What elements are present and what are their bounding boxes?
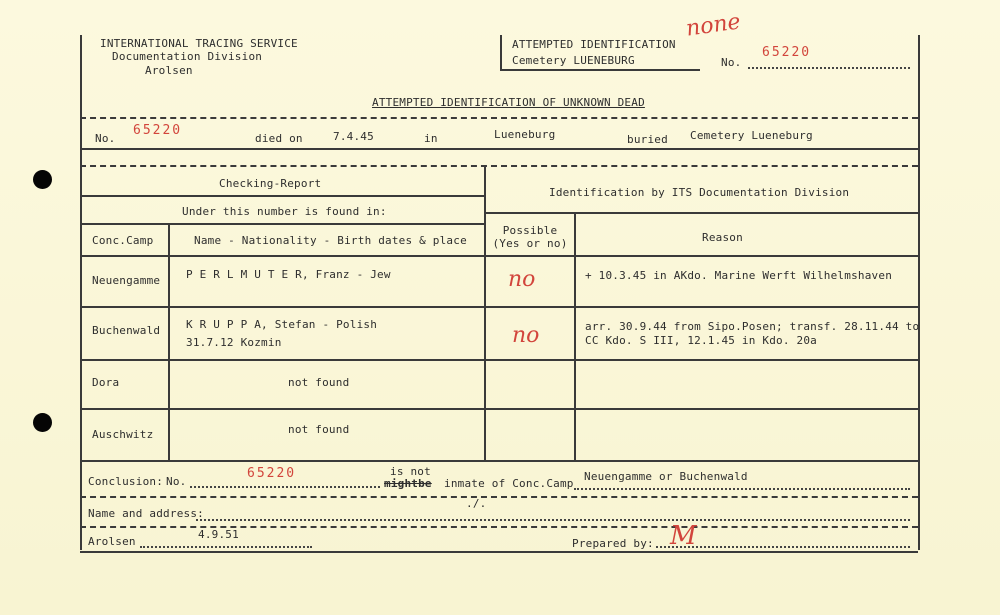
row2-bottom [80, 359, 918, 361]
footer-date-dots [140, 546, 312, 548]
conclusion-inmate-text: inmate of Conc.Camp [444, 477, 574, 490]
conclusion-camps: Neuengamme or Buchenwald [584, 470, 748, 483]
name-address-label: Name and address: [88, 507, 204, 520]
found-in-heading: Under this number is found in: [182, 205, 387, 218]
row2-name-line1: K R U P P A, Stefan - Polish [186, 318, 378, 331]
name-address-value: ./. [466, 497, 487, 510]
row3-camp: Dora [92, 376, 120, 389]
border-left [80, 35, 82, 550]
row1-name: P E R L M U T E R, Franz - Jew [186, 268, 391, 281]
form-title: ATTEMPTED IDENTIFICATION OF UNKNOWN DEAD [372, 96, 645, 109]
header-no-dots [748, 67, 910, 69]
name-colhead: Name - Nationality - Birth dates & place [194, 234, 467, 247]
cemetery-label: Cemetery LUENEBURG [512, 54, 635, 67]
in-label: in [424, 132, 438, 145]
conclusion-is-not: is not [390, 465, 431, 478]
row2-possible: no [512, 323, 540, 348]
handwritten-none-note: none [684, 9, 743, 42]
conclusion-bottom-rule [80, 496, 918, 498]
attempted-identification-label: ATTEMPTED IDENTIFICATION [512, 38, 676, 51]
header-box-left [500, 35, 502, 69]
row4-camp: Auschwitz [92, 428, 154, 441]
row2-name-line2: 31.7.12 Kozmin [186, 336, 282, 349]
conclusion-struck-word: mightbe [384, 477, 432, 490]
conclusion-number: 65220 [247, 466, 297, 481]
row3-name: not found [288, 376, 350, 389]
punch-hole-top [33, 170, 52, 189]
row2-reason-line1: arr. 30.9.44 from Sipo.Posen; transf. 28.11.44 to [585, 320, 920, 333]
org-city: Arolsen [145, 64, 193, 77]
prepared-by-label: Prepared by: [572, 537, 654, 550]
header-no-label: No. [721, 56, 742, 69]
footer-place: Arolsen [88, 535, 136, 548]
name-address-dots [196, 519, 910, 521]
died-on-date: 7.4.45 [333, 130, 374, 143]
buried-label: buried [627, 133, 668, 146]
card-bottom-rule [80, 551, 918, 553]
header-box-bottom [500, 69, 700, 71]
reason-colhead: Reason [702, 231, 743, 244]
row1-camp: Neuengamme [92, 274, 161, 287]
checking-report-heading: Checking-Report [219, 177, 322, 190]
header-number: 65220 [762, 45, 812, 60]
record-no-label: No. [95, 132, 116, 145]
conclusion-no-dots [190, 486, 380, 488]
death-place: Lueneburg [494, 128, 556, 141]
left-colhead-top [80, 223, 484, 225]
its-identification-heading: Identification by ITS Documentation Division [549, 186, 850, 199]
row1-possible: no [508, 267, 536, 292]
table-header-bottom [80, 255, 918, 257]
row1-bottom [80, 306, 918, 308]
record-double-rule [80, 165, 918, 167]
table-divider-main [484, 165, 486, 460]
row1-reason: + 10.3.45 in AKdo. Marine Werft Wilhelmshaven [585, 269, 893, 282]
preparer-signature: M [670, 521, 697, 551]
buried-place: Cemetery Lueneburg [690, 129, 813, 142]
record-top-rule [80, 117, 918, 119]
record-bottom-rule [80, 148, 918, 150]
died-on-label: died on [255, 132, 303, 145]
org-division: Documentation Division [112, 50, 263, 63]
conclusion-camps-dots [574, 488, 910, 490]
right-heading-divider [484, 212, 918, 214]
row2-reason-line2: CC Kdo. S III, 12.1.45 in Kdo. 20a [585, 334, 817, 347]
border-right [918, 35, 920, 550]
org-name: INTERNATIONAL TRACING SERVICE [100, 37, 298, 50]
punch-hole-bottom [33, 413, 52, 432]
footer-date: 4.9.51 [198, 528, 239, 541]
record-number: 65220 [133, 123, 183, 138]
row3-bottom [80, 408, 918, 410]
conclusion-label: Conclusion: [88, 475, 164, 488]
possible-colhead: Possible (Yes or no) [492, 224, 568, 250]
left-heading-divider [80, 195, 484, 197]
conclusion-no-label: No. [166, 475, 187, 488]
table-divider-camp [168, 223, 170, 460]
conc-camp-colhead: Conc.Camp [92, 234, 154, 247]
table-bottom [80, 460, 918, 462]
row4-name: not found [288, 423, 350, 436]
row2-camp: Buchenwald [92, 324, 161, 337]
